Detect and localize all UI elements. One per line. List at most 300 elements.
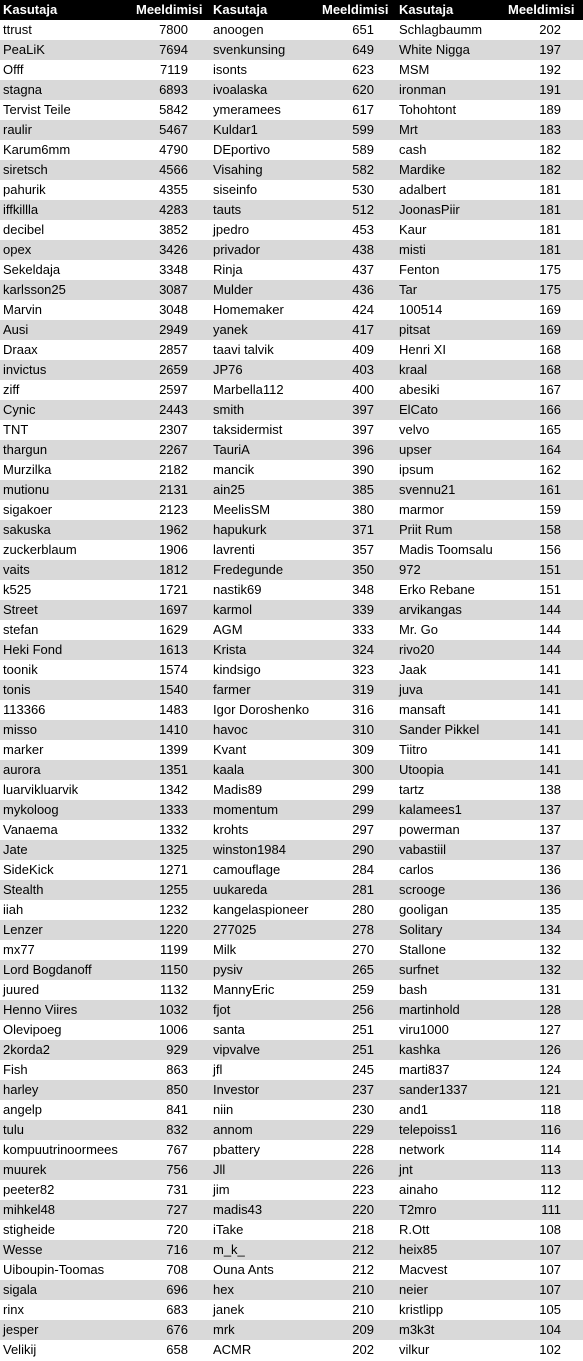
username: Draax [0,340,134,360]
likes-count: 114 [506,1140,583,1160]
likes-count: 226 [320,1160,396,1180]
table-row [0,1140,583,1160]
username: Homemaker [210,300,320,320]
likes-count: 438 [320,240,396,260]
table-row [0,340,583,360]
likes-count: 409 [320,340,396,360]
likes-count: 3048 [134,300,210,320]
likes-count: 127 [506,1020,583,1040]
username: Jll [210,1160,320,1180]
username: arvikangas [396,600,506,620]
likes-count: 1342 [134,780,210,800]
table-row [0,540,583,560]
table-row [0,100,583,120]
likes-count: 1220 [134,920,210,940]
username: pahurik [0,180,134,200]
username: Stealth [0,880,134,900]
username: Karum6mm [0,140,134,160]
username: network [396,1140,506,1160]
table-row [0,680,583,700]
likes-count: 169 [506,320,583,340]
username: 100514 [396,300,506,320]
table-row [0,80,583,100]
likes-count: 436 [320,280,396,300]
username: Rinja [210,260,320,280]
likes-count: 105 [506,1300,583,1320]
likes-count: 116 [506,1120,583,1140]
username: taavi talvik [210,340,320,360]
likes-count: 299 [320,780,396,800]
likes-count: 108 [506,1220,583,1240]
username: Kuldar1 [210,120,320,140]
likes-count: 284 [320,860,396,880]
likes-count: 237 [320,1080,396,1100]
likes-count: 727 [134,1200,210,1220]
table-row [0,1020,583,1040]
table-row [0,140,583,160]
likes-count: 1629 [134,620,210,640]
likes-count: 136 [506,880,583,900]
username: stagna [0,80,134,100]
username: nastik69 [210,580,320,600]
table-row [0,760,583,780]
table-row [0,940,583,960]
likes-count: 137 [506,820,583,840]
likes-count: 385 [320,480,396,500]
username: madis43 [210,1200,320,1220]
username: ttrust [0,20,134,40]
table-row [0,200,583,220]
likes-count: 832 [134,1120,210,1140]
likes-count: 181 [506,180,583,200]
header-likes-col-1: Meeldimisi [134,0,210,20]
username: 972 [396,560,506,580]
likes-count: 191 [506,80,583,100]
likes-count: 111 [506,1200,583,1220]
likes-count: 841 [134,1100,210,1120]
username: Priit Rum [396,520,506,540]
username: pbattery [210,1140,320,1160]
likes-count: 202 [320,1340,396,1360]
table-row [0,1300,583,1320]
username: TauriA [210,440,320,460]
likes-count: 128 [506,1000,583,1020]
likes-count: 228 [320,1140,396,1160]
table-row [0,360,583,380]
username: ironman [396,80,506,100]
likes-count: 767 [134,1140,210,1160]
likes-count: 1255 [134,880,210,900]
likes-count: 2267 [134,440,210,460]
username: Fish [0,1060,134,1080]
likes-count: 223 [320,1180,396,1200]
table-row [0,620,583,640]
table-row [0,1100,583,1120]
username: raulir [0,120,134,140]
likes-count: 141 [506,720,583,740]
header-user-col-1: Kasutaja [0,0,134,20]
username: fjot [210,1000,320,1020]
username: misti [396,240,506,260]
likes-count: 348 [320,580,396,600]
username: m3k3t [396,1320,506,1340]
table-row [0,1220,583,1240]
likes-count: 3348 [134,260,210,280]
likes-count: 229 [320,1120,396,1140]
likes-count: 162 [506,460,583,480]
username: Lord Bogdanoff [0,960,134,980]
table-body [0,20,583,1360]
likes-count: 708 [134,1260,210,1280]
likes-count: 132 [506,960,583,980]
username: hapukurk [210,520,320,540]
likes-count: 167 [506,380,583,400]
likes-count: 181 [506,200,583,220]
username: havoc [210,720,320,740]
username: marmor [396,500,506,520]
table-row [0,520,583,540]
username: uukareda [210,880,320,900]
username: sakuska [0,520,134,540]
table-row [0,420,583,440]
likes-count: 309 [320,740,396,760]
likes-count: 397 [320,400,396,420]
username: Street [0,600,134,620]
username: pitsat [396,320,506,340]
likes-count: 310 [320,720,396,740]
table-row [0,900,583,920]
likes-count: 297 [320,820,396,840]
likes-count: 1906 [134,540,210,560]
username: powerman [396,820,506,840]
username: annom [210,1120,320,1140]
likes-count: 104 [506,1320,583,1340]
likes-count: 189 [506,100,583,120]
likes-count: 141 [506,700,583,720]
username: kangelaspioneer [210,900,320,920]
likes-count: 131 [506,980,583,1000]
username: santa [210,1020,320,1040]
likes-count: 7119 [134,60,210,80]
likes-count: 112 [506,1180,583,1200]
likes-count: 417 [320,320,396,340]
table-row [0,220,583,240]
table-row [0,600,583,620]
username: Henno Viires [0,1000,134,1020]
username: Ouna Ants [210,1260,320,1280]
username: vilkur [396,1340,506,1360]
username: MannyEric [210,980,320,1000]
username: Madis89 [210,780,320,800]
likes-count: 165 [506,420,583,440]
likes-count: 1006 [134,1020,210,1040]
username: stigheide [0,1220,134,1240]
likes-count: 651 [320,20,396,40]
username: Igor Doroshenko [210,700,320,720]
username: 277025 [210,920,320,940]
likes-count: 512 [320,200,396,220]
username: velvo [396,420,506,440]
table-row [0,700,583,720]
likes-count: 380 [320,500,396,520]
table-row [0,800,583,820]
likes-count: 164 [506,440,583,460]
username: jim [210,1180,320,1200]
likes-count: 1271 [134,860,210,880]
likes-count: 4283 [134,200,210,220]
table-row [0,580,583,600]
username: vabastiil [396,840,506,860]
likes-count: 137 [506,800,583,820]
username: upser [396,440,506,460]
table-row [0,660,583,680]
likes-count: 136 [506,860,583,880]
username: Kvant [210,740,320,760]
username: Uiboupin-Toomas [0,1260,134,1280]
table-row [0,720,583,740]
username: ymeramees [210,100,320,120]
username: winston1984 [210,840,320,860]
likes-count: 1574 [134,660,210,680]
likes-count: 2857 [134,340,210,360]
username: harley [0,1080,134,1100]
likes-count: 319 [320,680,396,700]
likes-count: 141 [506,680,583,700]
likes-count: 107 [506,1240,583,1260]
username: Mr. Go [396,620,506,640]
likes-count: 1333 [134,800,210,820]
username: White Nigga [396,40,506,60]
username: rivo20 [396,640,506,660]
likes-count: 121 [506,1080,583,1100]
table-row [0,1340,583,1360]
likes-count: 265 [320,960,396,980]
likes-count: 2307 [134,420,210,440]
likes-count: 280 [320,900,396,920]
username: rinx [0,1300,134,1320]
likes-count: 850 [134,1080,210,1100]
username: Cynic [0,400,134,420]
likes-count: 159 [506,500,583,520]
likes-count: 6893 [134,80,210,100]
username: iffkillla [0,200,134,220]
likes-count: 168 [506,360,583,380]
likes-count: 1721 [134,580,210,600]
likes-count: 1697 [134,600,210,620]
likes-count: 390 [320,460,396,480]
username: Jate [0,840,134,860]
username: mykoloog [0,800,134,820]
table-row [0,460,583,480]
likes-count: 929 [134,1040,210,1060]
likes-count: 3852 [134,220,210,240]
likes-count: 290 [320,840,396,860]
likes-count: 720 [134,1220,210,1240]
likes-count: 1399 [134,740,210,760]
likes-count: 175 [506,260,583,280]
table-row [0,960,583,980]
username: jesper [0,1320,134,1340]
username: Tohohtont [396,100,506,120]
username: Wesse [0,1240,134,1260]
likes-count: 623 [320,60,396,80]
likes-count: 1232 [134,900,210,920]
username: tauts [210,200,320,220]
username: juured [0,980,134,1000]
username: k525 [0,580,134,600]
likes-count: 278 [320,920,396,940]
table-row [0,860,583,880]
table-row [0,180,583,200]
username: ainaho [396,1180,506,1200]
likes-count: 863 [134,1060,210,1080]
likes-count: 316 [320,700,396,720]
table-row [0,1200,583,1220]
likes-count: 1483 [134,700,210,720]
username: MSM [396,60,506,80]
likes-count: 3087 [134,280,210,300]
likes-count: 132 [506,940,583,960]
username: kaala [210,760,320,780]
username: Tervist Teile [0,100,134,120]
likes-count: 1132 [134,980,210,1000]
likes-count: 141 [506,740,583,760]
likes-count: 658 [134,1340,210,1360]
likes-count: 107 [506,1260,583,1280]
username: Macvest [396,1260,506,1280]
likes-count: 300 [320,760,396,780]
username: mx77 [0,940,134,960]
likes-count: 371 [320,520,396,540]
username: ElCato [396,400,506,420]
likes-count: 166 [506,400,583,420]
username: telepoiss1 [396,1120,506,1140]
username: farmer [210,680,320,700]
username: jpedro [210,220,320,240]
likes-count: 158 [506,520,583,540]
username: Jaak [396,660,506,680]
username: mansaft [396,700,506,720]
username: sigakoer [0,500,134,520]
likes-count: 181 [506,220,583,240]
likes-count: 339 [320,600,396,620]
username: kalamees1 [396,800,506,820]
likes-count: 696 [134,1280,210,1300]
likes-count: 2131 [134,480,210,500]
likes-count: 2949 [134,320,210,340]
username: Marbella112 [210,380,320,400]
likes-count: 1325 [134,840,210,860]
likes-count: 620 [320,80,396,100]
username: momentum [210,800,320,820]
username: gooligan [396,900,506,920]
username: tulu [0,1120,134,1140]
username: stefan [0,620,134,640]
username: AGM [210,620,320,640]
username: abesiki [396,380,506,400]
likes-count: 1351 [134,760,210,780]
username: Mardike [396,160,506,180]
table-row [0,820,583,840]
likes-count: 220 [320,1200,396,1220]
username: hex [210,1280,320,1300]
likes-count: 259 [320,980,396,1000]
username: mutionu [0,480,134,500]
likes-count: 1410 [134,720,210,740]
username: Marvin [0,300,134,320]
username: ivoalaska [210,80,320,100]
username: adalbert [396,180,506,200]
likes-count: 175 [506,280,583,300]
likes-count: 453 [320,220,396,240]
likes-count: 126 [506,1040,583,1060]
header-row [0,0,583,20]
username: tartz [396,780,506,800]
username: viru1000 [396,1020,506,1040]
likes-count: 124 [506,1060,583,1080]
username: Murzilka [0,460,134,480]
likes-count: 1150 [134,960,210,980]
likes-count: 4790 [134,140,210,160]
likes-count: 210 [320,1300,396,1320]
table-row [0,480,583,500]
table-row [0,400,583,420]
likes-count: 7800 [134,20,210,40]
table-row [0,260,583,280]
likes-count: 210 [320,1280,396,1300]
likes-count: 1613 [134,640,210,660]
likes-count: 716 [134,1240,210,1260]
username: TNT [0,420,134,440]
table-row [0,1260,583,1280]
username: Henri XI [396,340,506,360]
username: and1 [396,1100,506,1120]
table-row [0,780,583,800]
likes-count: 107 [506,1280,583,1300]
username: Heki Fond [0,640,134,660]
table-row [0,1080,583,1100]
likes-count: 251 [320,1020,396,1040]
table-row [0,1120,583,1140]
username: surfnet [396,960,506,980]
likes-count: 5842 [134,100,210,120]
likes-count: 181 [506,240,583,260]
likes-count: 357 [320,540,396,560]
likes-count: 400 [320,380,396,400]
username: svenkunsing [210,40,320,60]
table-row [0,20,583,40]
username: marti837 [396,1060,506,1080]
username: kompuutrinoormees [0,1140,134,1160]
table-row [0,560,583,580]
likes-count: 251 [320,1040,396,1060]
username: kindsigo [210,660,320,680]
table-row [0,500,583,520]
username: mrk [210,1320,320,1340]
likes-count: 151 [506,580,583,600]
header-user-col-2: Kasutaja [210,0,320,20]
username: Offf [0,60,134,80]
header-likes-col-2: Meeldimisi [320,0,396,20]
likes-count: 2597 [134,380,210,400]
likes-count: 2443 [134,400,210,420]
likes-count: 197 [506,40,583,60]
username: sander1337 [396,1080,506,1100]
username: peeter82 [0,1180,134,1200]
username: niin [210,1100,320,1120]
username: kashka [396,1040,506,1060]
likes-count: 218 [320,1220,396,1240]
